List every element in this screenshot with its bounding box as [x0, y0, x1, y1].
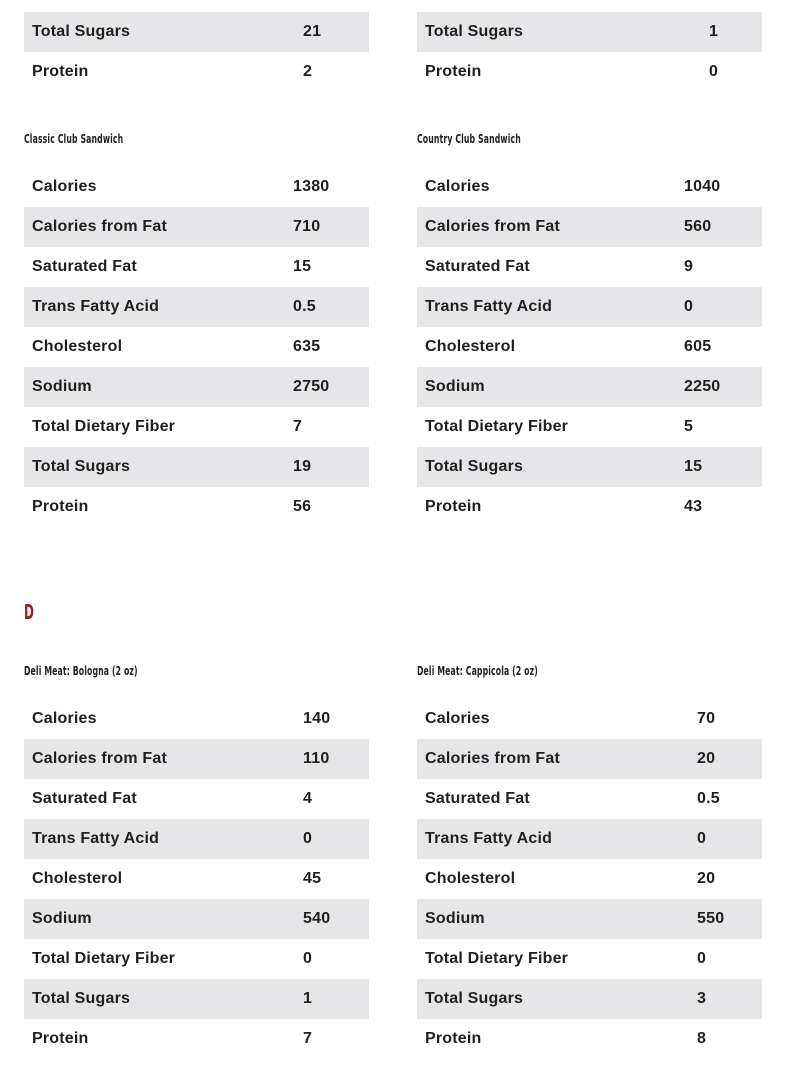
- table-row: [417, 699, 762, 739]
- nutrient-value: 0: [697, 950, 707, 967]
- item-title-classic-club: Classic Club Sandwich: [24, 131, 124, 146]
- nutrient-value: 550: [697, 910, 725, 927]
- nutrient-value: 0: [303, 830, 313, 847]
- table-row: [417, 979, 762, 1019]
- table-row: [24, 207, 369, 247]
- nutrient-value: 605: [684, 338, 712, 355]
- nutrient-label: Total Sugars: [32, 990, 131, 1007]
- nutrient-value: 9: [684, 258, 694, 275]
- item-title-cappicola: Deli Meat: Cappicola (2 oz): [417, 663, 538, 678]
- nutrient-value: 0: [684, 298, 694, 315]
- top-right-nutrition-table: [417, 12, 762, 92]
- nutrient-label: Calories from Fat: [425, 750, 560, 767]
- nutrient-label: Total Dietary Fiber: [425, 418, 569, 435]
- nutrient-label: Protein: [425, 1030, 482, 1047]
- nutrient-value: 2250: [684, 378, 721, 395]
- nutrient-label: Total Sugars: [32, 23, 131, 40]
- nutrient-value: 0: [303, 950, 313, 967]
- nutrient-label: Sodium: [425, 378, 485, 395]
- nutrition-table: [24, 699, 369, 1059]
- table-row: [24, 699, 369, 739]
- nutrient-label: Total Sugars: [425, 458, 524, 475]
- nutrient-label: Cholesterol: [32, 338, 123, 355]
- table-row: [24, 247, 369, 287]
- item-title-country-club: Country Club Sandwich: [417, 131, 521, 146]
- nutrient-value: 15: [684, 458, 703, 475]
- nutrient-value: 0: [697, 830, 707, 847]
- nutrient-value: 1: [303, 990, 313, 1007]
- nutrient-value: 540: [303, 910, 331, 927]
- table-row: [24, 447, 369, 487]
- country-club-nutrition-table: [417, 167, 762, 527]
- table-row: [417, 487, 762, 527]
- table-row: [417, 287, 762, 327]
- nutrient-label: Protein: [425, 498, 482, 515]
- nutrient-value: 19: [293, 458, 312, 475]
- nutrient-value: 140: [303, 710, 331, 727]
- nutrient-value: 43: [684, 498, 703, 515]
- nutrient-label: Total Sugars: [425, 23, 524, 40]
- nutrient-value: 3: [697, 990, 707, 1007]
- nutrient-value: 560: [684, 218, 712, 235]
- nutrient-label: Protein: [32, 63, 89, 80]
- table-row: [417, 207, 762, 247]
- nutrient-label: Cholesterol: [32, 870, 123, 887]
- nutrient-label: Saturated Fat: [32, 258, 137, 275]
- nutrient-value: 110: [303, 750, 330, 767]
- nutrient-value: 70: [697, 710, 716, 727]
- table-row: [417, 367, 762, 407]
- table-row: [24, 939, 369, 979]
- table-row: [24, 367, 369, 407]
- nutrient-label: Calories: [32, 710, 97, 727]
- table-row: [24, 739, 369, 779]
- nutrient-label: Sodium: [425, 910, 485, 927]
- nutrient-label: Protein: [32, 498, 89, 515]
- table-row: [24, 1019, 369, 1059]
- nutrient-label: Total Dietary Fiber: [32, 950, 176, 967]
- nutrient-label: Calories: [425, 710, 490, 727]
- nutrient-value: 0.5: [697, 790, 720, 807]
- table-row: [417, 167, 762, 207]
- table-row: [24, 287, 369, 327]
- nutrient-label: Calories from Fat: [32, 750, 167, 767]
- nutrient-label: Cholesterol: [425, 870, 516, 887]
- nutrition-table: [417, 167, 762, 527]
- table-row: [24, 167, 369, 207]
- nutrient-value: 0: [709, 63, 719, 80]
- nutrition-table: [24, 167, 369, 527]
- table-row: [417, 52, 762, 92]
- cappicola-nutrition-table: [417, 699, 762, 1059]
- nutrient-label: Calories from Fat: [32, 218, 167, 235]
- nutrient-label: Saturated Fat: [425, 790, 530, 807]
- nutrient-value: 15: [293, 258, 312, 275]
- table-row: [24, 819, 369, 859]
- classic-club-nutrition-table: [24, 167, 369, 527]
- nutrient-label: Saturated Fat: [32, 790, 137, 807]
- nutrient-value: 45: [303, 870, 322, 887]
- nutrient-label: Total Dietary Fiber: [425, 950, 569, 967]
- nutrient-label: Protein: [425, 63, 482, 80]
- table-row: [417, 327, 762, 367]
- nutrient-value: 1: [709, 23, 719, 40]
- nutrient-label: Cholesterol: [425, 338, 516, 355]
- nutrient-value: 56: [293, 498, 312, 515]
- nutrient-value: 20: [697, 750, 716, 767]
- nutrient-value: 1380: [293, 178, 330, 195]
- table-row: [417, 859, 762, 899]
- nutrient-value: 4: [303, 790, 313, 807]
- nutrition-table: [417, 699, 762, 1059]
- nutrient-label: Protein: [32, 1030, 89, 1047]
- nutrient-label: Saturated Fat: [425, 258, 530, 275]
- nutrient-label: Sodium: [32, 378, 92, 395]
- nutrient-value: 5: [684, 418, 694, 435]
- table-row: [417, 819, 762, 859]
- nutrient-label: Calories: [32, 178, 97, 195]
- table-row: [417, 779, 762, 819]
- table-row: [24, 52, 369, 92]
- table-row: [24, 407, 369, 447]
- top-left-nutrition-table: [24, 12, 369, 92]
- table-row: [417, 1019, 762, 1059]
- nutrient-value: 8: [697, 1030, 707, 1047]
- nutrient-label: Trans Fatty Acid: [32, 298, 160, 315]
- nutrient-value: 1040: [684, 178, 721, 195]
- table-row: [417, 939, 762, 979]
- table-row: [417, 247, 762, 287]
- nutrient-label: Trans Fatty Acid: [425, 298, 553, 315]
- table-row: [24, 487, 369, 527]
- nutrient-value: 7: [303, 1030, 313, 1047]
- table-row: [24, 12, 369, 52]
- nutrient-label: Calories: [425, 178, 490, 195]
- table-row: [417, 899, 762, 939]
- table-row: [417, 739, 762, 779]
- nutrient-value: 21: [303, 23, 322, 40]
- nutrient-label: Calories from Fat: [425, 218, 560, 235]
- nutrient-label: Trans Fatty Acid: [32, 830, 160, 847]
- section-letter: D: [24, 600, 34, 624]
- table-row: [24, 899, 369, 939]
- table-row: [24, 859, 369, 899]
- nutrient-value: 7: [293, 418, 303, 435]
- nutrient-value: 0.5: [293, 298, 316, 315]
- nutrient-value: 2750: [293, 378, 330, 395]
- table-row: [24, 979, 369, 1019]
- table-row: [417, 447, 762, 487]
- bologna-nutrition-table: [24, 699, 369, 1059]
- table-row: [417, 12, 762, 52]
- table-row: [24, 779, 369, 819]
- item-title-bologna: Deli Meat: Bologna (2 oz): [24, 663, 138, 678]
- nutrient-value: 2: [303, 63, 313, 80]
- table-row: [24, 327, 369, 367]
- nutrient-label: Sodium: [32, 910, 92, 927]
- nutrient-value: 710: [293, 218, 321, 235]
- nutrient-label: Total Sugars: [32, 458, 131, 475]
- nutrient-label: Total Dietary Fiber: [32, 418, 176, 435]
- nutrient-label: Trans Fatty Acid: [425, 830, 553, 847]
- nutrient-value: 20: [697, 870, 716, 887]
- table-row: [417, 407, 762, 447]
- nutrient-label: Total Sugars: [425, 990, 524, 1007]
- nutrient-value: 635: [293, 338, 321, 355]
